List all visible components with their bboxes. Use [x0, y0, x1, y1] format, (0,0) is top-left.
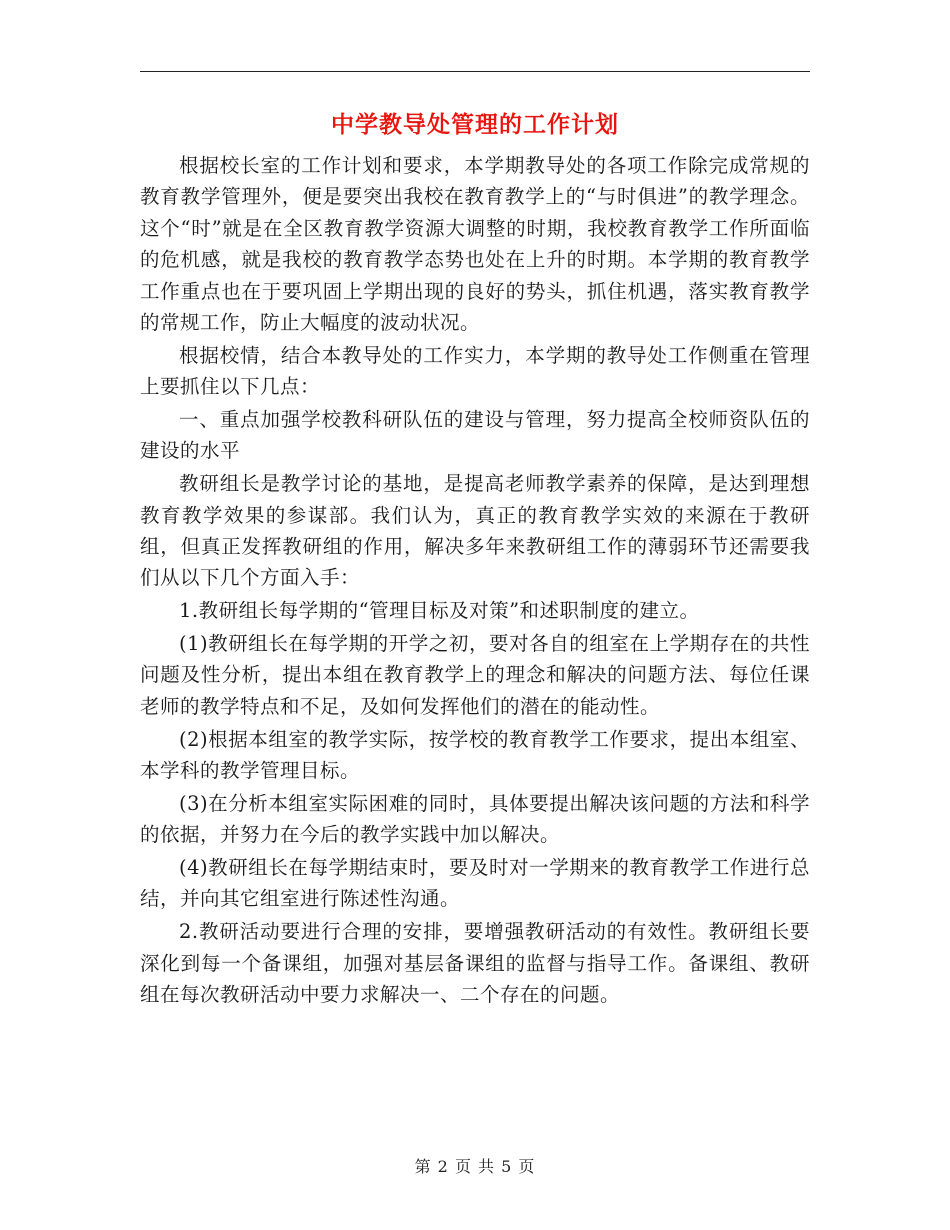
- paragraph-teaching-group: 教研组长是教学讨论的基地，是提高老师教学素养的保障，是达到理想教育教学效果的参谋部。我们认为，真正的教育教学实效的来源在于教研组，但真正发挥教研组的作用，解决多年来教研组工作的薄弱环节还需要我们从以下几个方面入手：: [140, 472, 810, 590]
- list-item-1: 1.教研组长每学期的“管理目标及对策”和述职制度的建立。: [179, 599, 700, 623]
- page-number: 第 2 页 共 5 页: [414, 1157, 536, 1176]
- paragraph-intro: 根据校长室的工作计划和要求，本学期教导处的各项工作除完成常规的教育教学管理外，便是要突出我校在教育教学上的“与时俱进”的教学理念。这个“时”就是在全区教育教学资源大调整的时期，我校教育教学工作所面临的危机感，就是我校的教育教学态势也处在上升的时期。本学期的教育教学工作重点也在于要巩固上学期出现的良好的势头，抓住机遇，落实教育教学的常规工作，防止大幅度的波动状况。: [140, 154, 810, 335]
- document-body: [140, 150, 810, 1012]
- header-rule: [140, 71, 810, 72]
- sub-item-4: (4)教研组长在每学期结束时，要及时对一学期来的教育教学工作进行总结，并向其它组室进行陈述性沟通。: [140, 856, 810, 911]
- section-heading-1: 一、重点加强学校教科研队伍的建设与管理，努力提高全校师资队伍的建设的水平: [140, 408, 810, 463]
- document-title: 中学教导处管理的工作计划: [331, 111, 619, 138]
- sub-item-2: (2)根据本组室的教学实际，按学校的教育教学工作要求，提出本组室、本学科的教学管理目标。: [140, 727, 810, 783]
- list-item-2: 2.教研活动要进行合理的安排，要增强教研活动的有效性。教研组长要深化到每一个备课组，加强对基层备课组的监督与指导工作。备课组、教研组在每次教研活动中要力求解决一、二个存在的问题。: [140, 920, 810, 1007]
- sub-item-3: (3)在分析本组室实际困难的同时，具体要提出解决该问题的方法和科学的依据，并努力在今后的教学实践中加以解决。: [140, 791, 810, 847]
- sub-item-1: (1)教研组长在每学期的开学之初，要对各自的组室在上学期存在的共性问题及性分析，提出本组在教育教学上的理念和解决的问题方法、每位任课老师的教学特点和不足，及如何发挥他们的潜在的能动性。: [140, 632, 810, 718]
- paragraph-focus: 根据校情，结合本教导处的工作实力，本学期的教导处工作侧重在管理上要抓住以下几点：: [140, 343, 810, 399]
